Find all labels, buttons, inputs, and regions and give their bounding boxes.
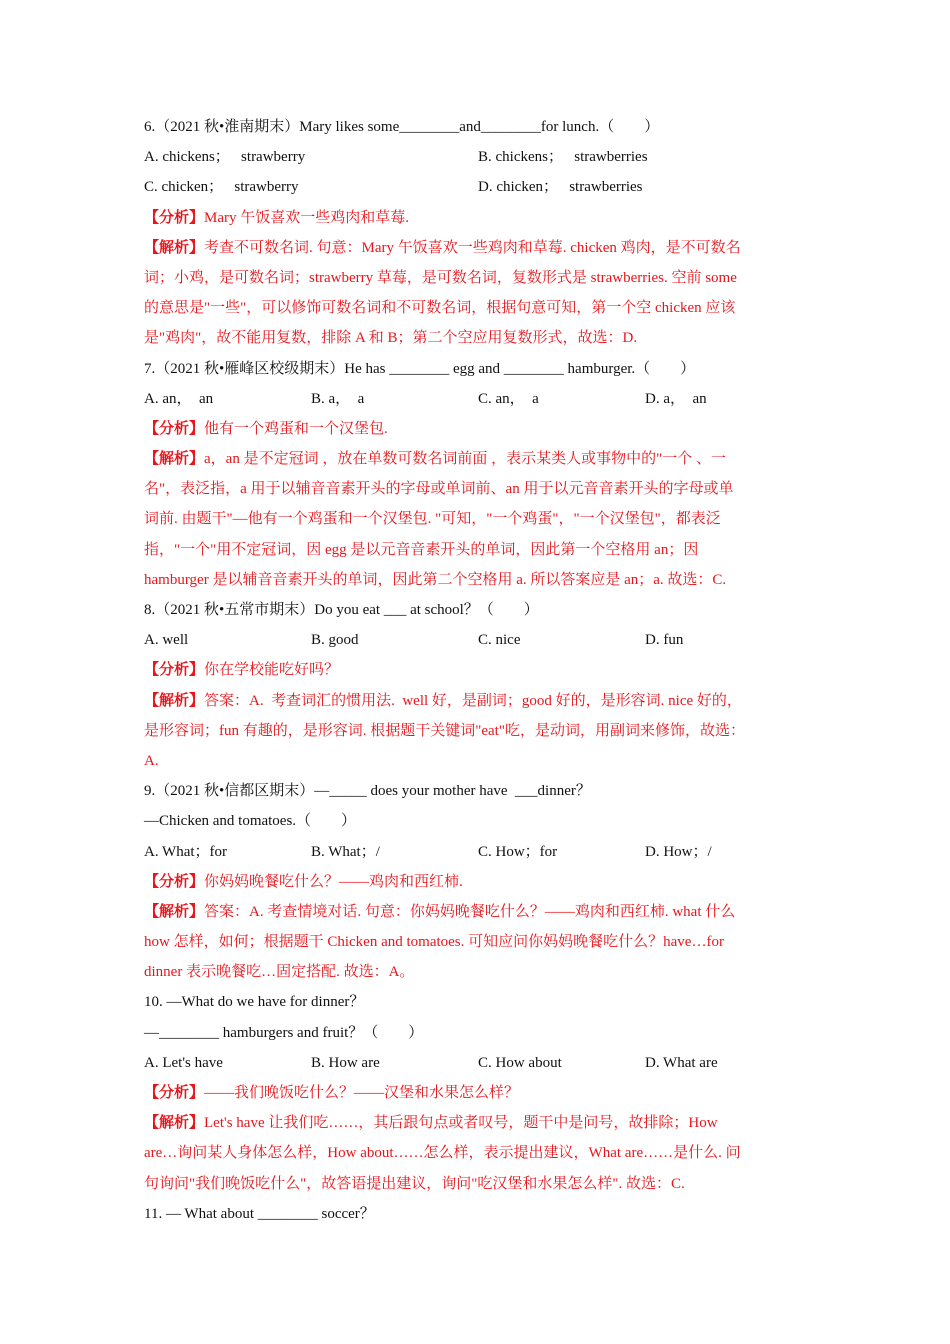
option-a: A. well bbox=[144, 632, 189, 649]
question-7-explanation-line-5: hamburger 是以辅音音素开头的单词，因此第二个空格用 a. 所以答案应是 an；a. 故选：C. bbox=[144, 571, 727, 588]
question-7-explanation-line-3: 词前. 由题干"—他有一个鸡蛋和一个汉堡包. "可知，"一个鸡蛋"，"一个汉堡包"，都表泛 bbox=[144, 511, 721, 528]
question-8-explanation-line-3: A. bbox=[144, 752, 159, 769]
option-c: C. chicken； strawberry bbox=[144, 179, 299, 196]
option-b: B. a， a bbox=[311, 390, 365, 407]
question-9-stem-response: —Chicken and tomatoes.（ ） bbox=[144, 813, 357, 830]
analysis-tag: 【分析】 bbox=[144, 1085, 205, 1101]
option-d: D. fun bbox=[645, 632, 684, 649]
option-c: C. How about bbox=[478, 1054, 562, 1071]
option-a: A. chickens； strawberry bbox=[144, 149, 306, 166]
question-7-explanation-line-2: 名"，表泛指，a 用于以辅音音素开头的字母或单词前、an 用于以元音音素开头的字母或单 bbox=[144, 481, 734, 498]
question-8-explanation-line-2: 是形容词；fun 有趣的，是形容词. 根据题干关键词"eat"吃，是动词，用副词来修饰，故选： bbox=[144, 722, 745, 739]
option-a: A. Let's have bbox=[144, 1054, 223, 1071]
analysis-tag: 【分析】 bbox=[144, 420, 205, 437]
question-6-explanation-line-3: 的意思是"一些"，可以修饰可数名词和不可数名词，根据句意可知，第一个空 chicken 应该 bbox=[144, 300, 736, 317]
option-d: D. a， an bbox=[645, 390, 707, 407]
option-b: B. good bbox=[311, 632, 359, 649]
question-10-stem: 10. —What do we have for dinner？ bbox=[144, 994, 365, 1011]
option-c: C. How；for bbox=[478, 843, 558, 860]
question-8-explanation-line-1: 【解析】答案：A. 考查词汇的惯用法. well 好，是副词；good 好的，是形容词. nice 好的， bbox=[144, 692, 742, 709]
question-6-explanation-line-2: 词；小鸡，是可数名词；strawberry 草莓，是可数名词，复数形式是 strawberries. 空前 some bbox=[144, 269, 737, 286]
question-8-options bbox=[144, 625, 812, 655]
question-10-explanation-line-2: are…询问某人身体怎么样，How about……怎么样，表示提出建议，What are……是什么. 问 bbox=[144, 1145, 741, 1162]
question-9-explanation-line-2: how 怎样，如何；根据题干 Chicken and tomatoes. 可知应问你妈妈晚餐吃什么？have…for bbox=[144, 934, 724, 951]
explanation-tag: 【解析】 bbox=[144, 903, 205, 920]
question-10-explanation-line-1: 【解析】Let's have 让我们吃……，其后跟句点或者叹号，题干中是问号，故排除；How bbox=[144, 1115, 718, 1132]
analysis-tag: 【分析】 bbox=[144, 209, 205, 226]
question-6-analysis: 【分析】Mary 午饭喜欢一些鸡肉和草莓. bbox=[144, 209, 410, 226]
question-9-options bbox=[144, 837, 812, 867]
question-7-explanation-line-4: 指，"一个"用不定冠词，因 egg 是以元音音素开头的单词，因此第一个空格用 an；因 bbox=[144, 541, 699, 558]
question-8-stem: 8.（2021 秋•五常市期末）Do you eat ___ at school？（ ） bbox=[144, 602, 539, 618]
question-11-stem: 11. — What about ________ soccer？ bbox=[144, 1205, 375, 1222]
explanation-tag: 【解析】 bbox=[144, 692, 205, 709]
option-b: B. How are bbox=[311, 1054, 380, 1071]
option-b: B. What；/ bbox=[311, 843, 380, 860]
question-9-analysis: 【分析】你妈妈晚餐吃什么？——鸡肉和西红柿. bbox=[144, 873, 463, 890]
question-10-explanation-line-3: 句询问"我们晚饭吃什么"，故答语提出建议，询问"吃汉堡和水果怎么样". 故选：C. bbox=[144, 1175, 685, 1192]
analysis-tag: 【分析】 bbox=[144, 662, 205, 679]
question-6-options-row-2 bbox=[144, 172, 812, 202]
question-8-analysis: 【分析】你在学校能吃好吗？ bbox=[144, 662, 340, 679]
analysis-tag: 【分析】 bbox=[144, 873, 205, 890]
question-6-stem: 6.（2021 秋•淮南期末）Mary likes some________and________for lunch.（ ） bbox=[144, 119, 660, 135]
question-9-explanation-line-1: 【解析】答案：A. 考查情境对话. 句意：你妈妈晚餐吃什么？——鸡肉和西红柿. what 什么 bbox=[144, 903, 736, 920]
question-6-options-row-1 bbox=[144, 142, 812, 172]
option-a: A. What；for bbox=[144, 843, 228, 860]
option-b: B. chickens； strawberries bbox=[478, 149, 648, 166]
question-7-options bbox=[144, 384, 812, 414]
question-6-explanation-line-1: 【解析】考查不可数名词. 句意：Mary 午饭喜欢一些鸡肉和草莓. chicken 鸡肉，是不可数名 bbox=[144, 239, 741, 256]
question-7-analysis: 【分析】他有一个鸡蛋和一个汉堡包. bbox=[144, 420, 388, 437]
question-6-explanation-line-4: 是"鸡肉"，故不能用复数，排除 A 和 B；第二个空应用复数形式，故选：D. bbox=[144, 330, 638, 347]
question-9-explanation-line-3: dinner 表示晚餐吃…固定搭配. 故选：A。 bbox=[144, 964, 415, 981]
explanation-tag: 【解析】 bbox=[144, 239, 205, 256]
option-d: D. How；/ bbox=[645, 843, 712, 860]
question-9-stem: 9.（2021 秋•信都区期末）—_____ does your mother have ___dinner？ bbox=[144, 783, 591, 800]
question-7-explanation-line-1: 【解析】a，an 是不定冠词 ，放在单数可数名词前面 ，表示某类人或事物中的"一个 、一 bbox=[144, 451, 726, 468]
option-a: A. an， an bbox=[144, 390, 214, 407]
question-7-stem: 7.（2021 秋•雁峰区校级期末）He has ________ egg and ________ hamburger.（ ） bbox=[144, 360, 696, 377]
document-content bbox=[144, 112, 812, 1229]
option-d: D. What are bbox=[645, 1054, 718, 1071]
option-c: C. nice bbox=[478, 632, 521, 649]
explanation-tag: 【解析】 bbox=[144, 451, 205, 468]
question-10-stem-response: —________ hamburgers and fruit？（ ） bbox=[144, 1024, 424, 1041]
explanation-tag: 【解析】 bbox=[144, 1115, 205, 1132]
question-10-options bbox=[144, 1048, 812, 1078]
option-d: D. chicken； strawberries bbox=[478, 179, 643, 196]
option-c: C. an， a bbox=[478, 390, 539, 407]
question-10-analysis: 【分析】——我们晚饭吃什么？——汉堡和水果怎么样？ bbox=[144, 1085, 520, 1101]
